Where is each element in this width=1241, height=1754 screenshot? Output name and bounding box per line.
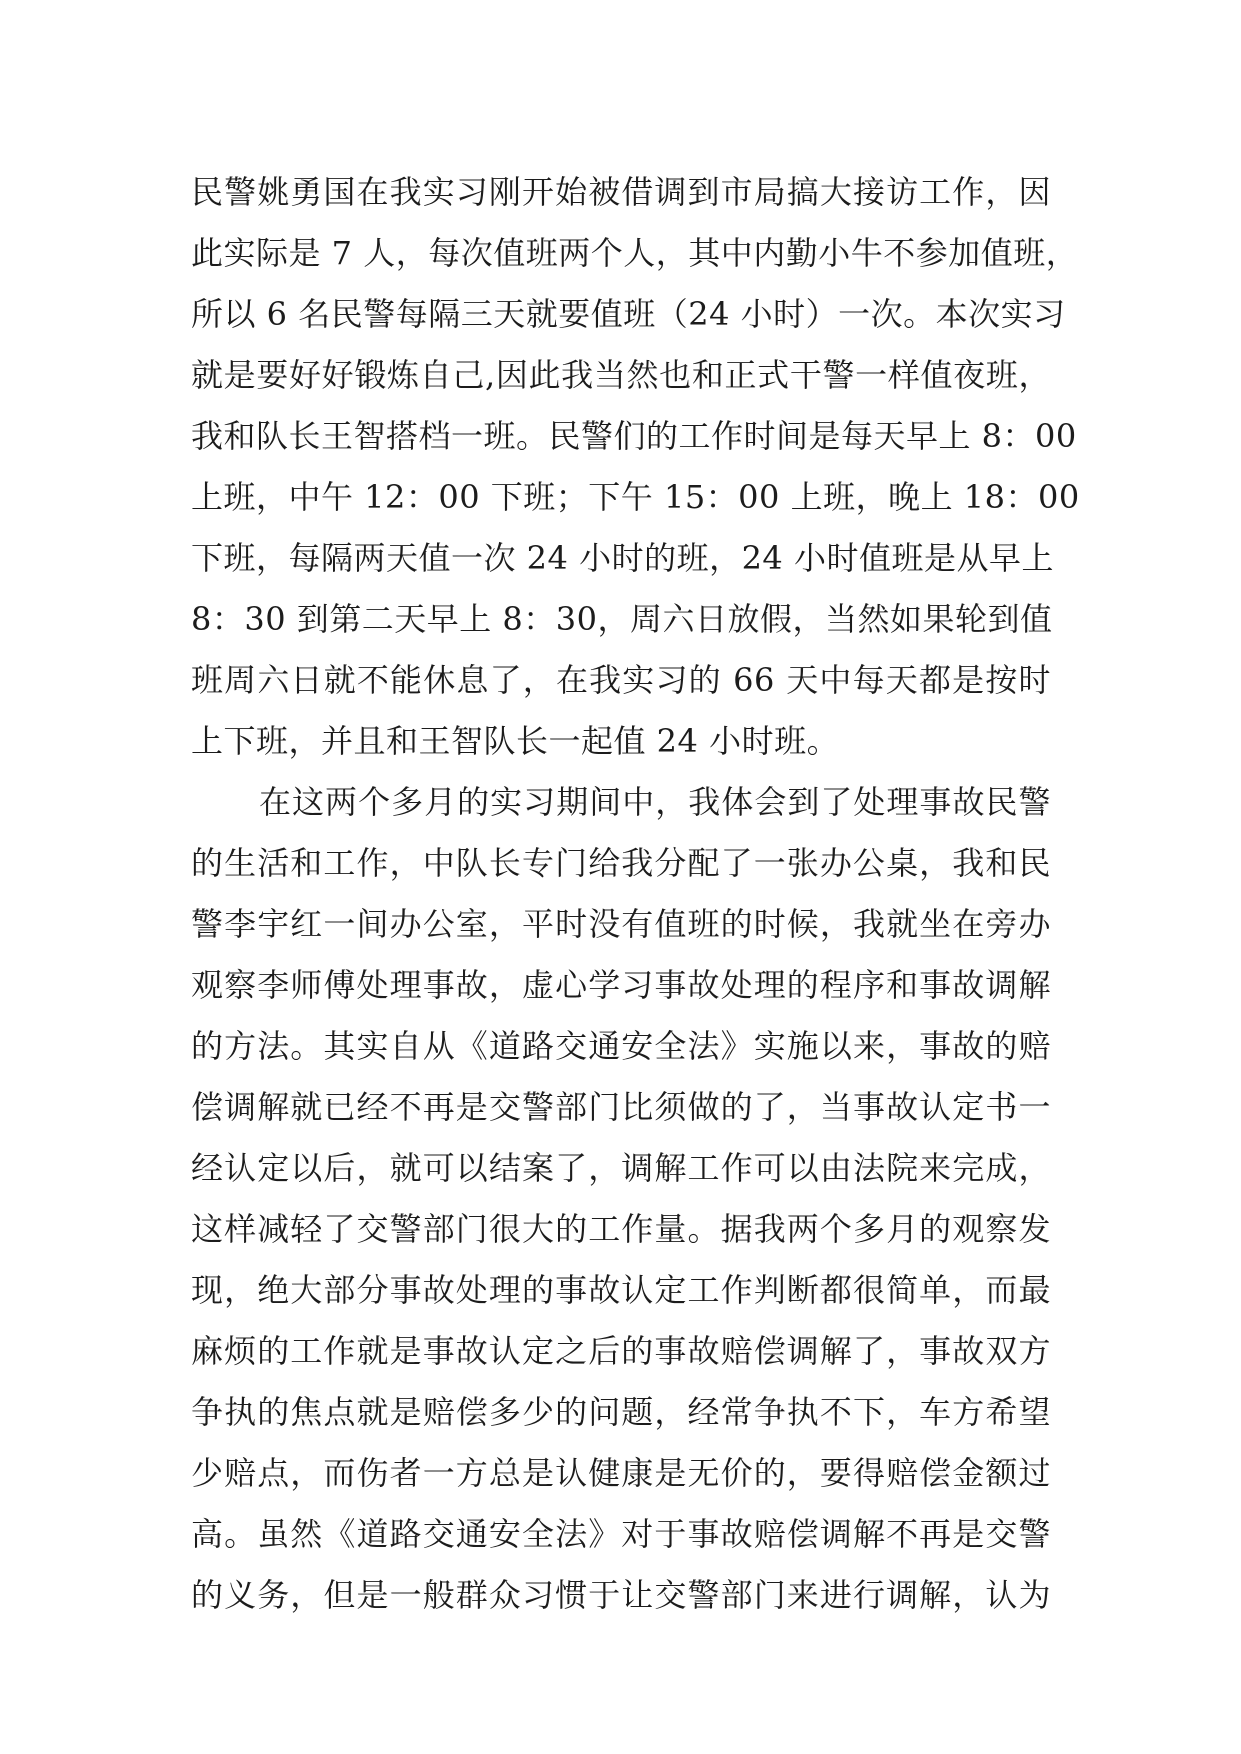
text-line: 现，绝大部分事故处理的事故认定工作判断都很简单，而最 — [191, 1271, 1051, 1309]
text-line: 8：30 到第二天早上 8：30，周六日放假，当然如果轮到值 — [191, 600, 1053, 638]
text-line: 的方法。其实自从《道路交通安全法》实施以来，事故的赔 — [191, 1027, 1051, 1065]
document-body — [191, 162, 1080, 1626]
text-line: 偿调解就已经不再是交警部门比须做的了，当事故认定书一 — [191, 1088, 1051, 1126]
text-line: 班周六日就不能休息了，在我实习的 66 天中每天都是按时 — [191, 661, 1051, 699]
text-line: 麻烦的工作就是事故认定之后的事故赔偿调解了，事故双方 — [191, 1332, 1051, 1370]
text-line: 我和队长王智搭档一班。民警们的工作时间是每天早上 8：00 — [191, 417, 1077, 455]
text-line: 上班，中午 12：00 下班；下午 15：00 上班，晚上 18：00 — [191, 478, 1080, 516]
paragraph-2 — [191, 772, 1051, 1626]
text-line: 观察李师傅处理事故，虚心学习事故处理的程序和事故调解 — [191, 966, 1051, 1004]
text-line: 所以 6 名民警每隔三天就要值班（24 小时）一次。本次实习 — [191, 295, 1066, 333]
paragraph-1 — [191, 162, 1080, 772]
text-line: 争执的焦点就是赔偿多少的问题，经常争执不下，车方希望 — [191, 1393, 1051, 1431]
text-line: 就是要好好锻炼自己,因此我当然也和正式干警一样值夜班， — [191, 356, 1051, 394]
text-line: 在这两个多月的实习期间中，我体会到了处理事故民警 — [259, 783, 1051, 821]
text-line: 经认定以后，就可以结案了，调解工作可以由法院来完成， — [191, 1149, 1051, 1187]
text-line: 这样减轻了交警部门很大的工作量。据我两个多月的观察发 — [191, 1210, 1051, 1248]
text-line: 此实际是 7 人，每次值班两个人，其中内勤小牛不参加值班， — [191, 234, 1079, 272]
text-line: 高。虽然《道路交通安全法》对于事故赔偿调解不再是交警 — [191, 1515, 1051, 1553]
text-line: 少赔点，而伤者一方总是认健康是无价的，要得赔偿金额过 — [191, 1454, 1051, 1492]
text-line: 警李宇红一间办公室，平时没有值班的时候，我就坐在旁办 — [191, 905, 1051, 943]
text-line: 的义务，但是一般群众习惯于让交警部门来进行调解，认为 — [191, 1576, 1051, 1614]
text-line: 上下班，并且和王智队长一起值 24 小时班。 — [191, 722, 840, 760]
text-line: 民警姚勇国在我实习刚开始被借调到市局搞大接访工作，因 — [191, 173, 1051, 211]
text-line: 的生活和工作，中队长专门给我分配了一张办公桌，我和民 — [191, 844, 1051, 882]
text-line: 下班，每隔两天值一次 24 小时的班，24 小时值班是从早上 — [191, 539, 1054, 577]
